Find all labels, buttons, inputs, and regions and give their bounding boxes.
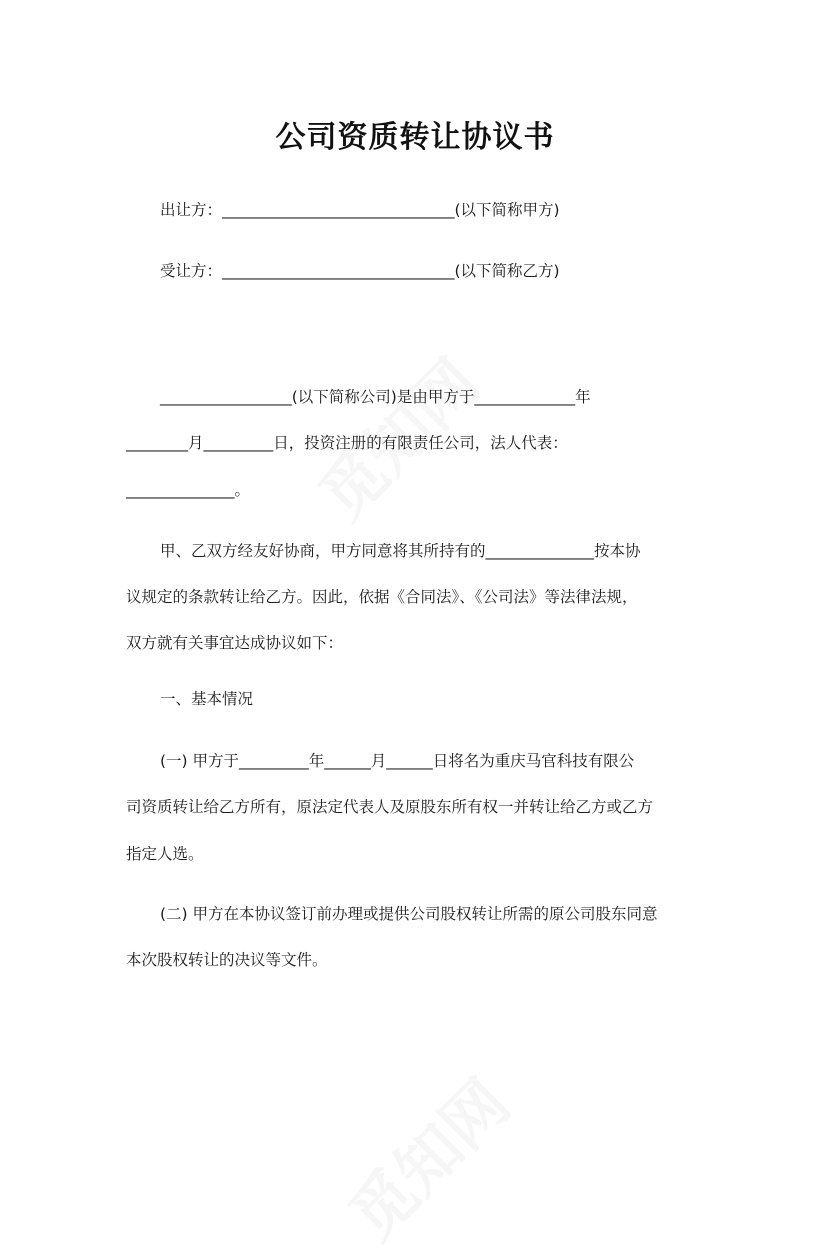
agreement-line-3: 双方就有关事宜达成协议如下： bbox=[126, 634, 344, 652]
assignor-line: 出让方：______________________________(以下简称甲方) bbox=[160, 201, 560, 219]
section-heading: 一、基本情况 bbox=[160, 690, 254, 708]
agreement-line-2: 议规定的条款转让给乙方。因此，依据《合同法》、《公司法》等法律法规， bbox=[126, 588, 638, 606]
clause1-line-2: 司资质转让给乙方所有，原法定代表人及原股东所有权一并转让给乙方或乙方 bbox=[126, 798, 654, 816]
intro-line-3: ______________。 bbox=[126, 481, 251, 499]
clause1-line-1: (一) 甲方于_________年______月______日将名为重庆马官科技有限公 bbox=[160, 752, 635, 770]
assignee-line: 受让方：______________________________(以下简称乙方) bbox=[160, 262, 560, 280]
clause2-line-2: 本次股权转让的决议等文件。 bbox=[126, 951, 328, 969]
clause1-line-3: 指定人选。 bbox=[126, 845, 204, 863]
watermark-lower bbox=[326, 1056, 527, 1256]
document-title: 公司资质转让协议书 bbox=[275, 120, 555, 155]
agreement-line-1: 甲、乙双方经友好协商，甲方同意将其所持有的______________按本协 bbox=[160, 542, 641, 560]
clause2-line-1: (二) 甲方在本协议签订前办理或提供公司股权转让所需的原公司股东同意 bbox=[160, 905, 658, 923]
intro-line-1: _________________(以下简称公司)是由甲方于_____________年 bbox=[160, 388, 591, 406]
intro-line-2: ________月_________日，投资注册的有限责任公司，法人代表： bbox=[126, 434, 568, 452]
